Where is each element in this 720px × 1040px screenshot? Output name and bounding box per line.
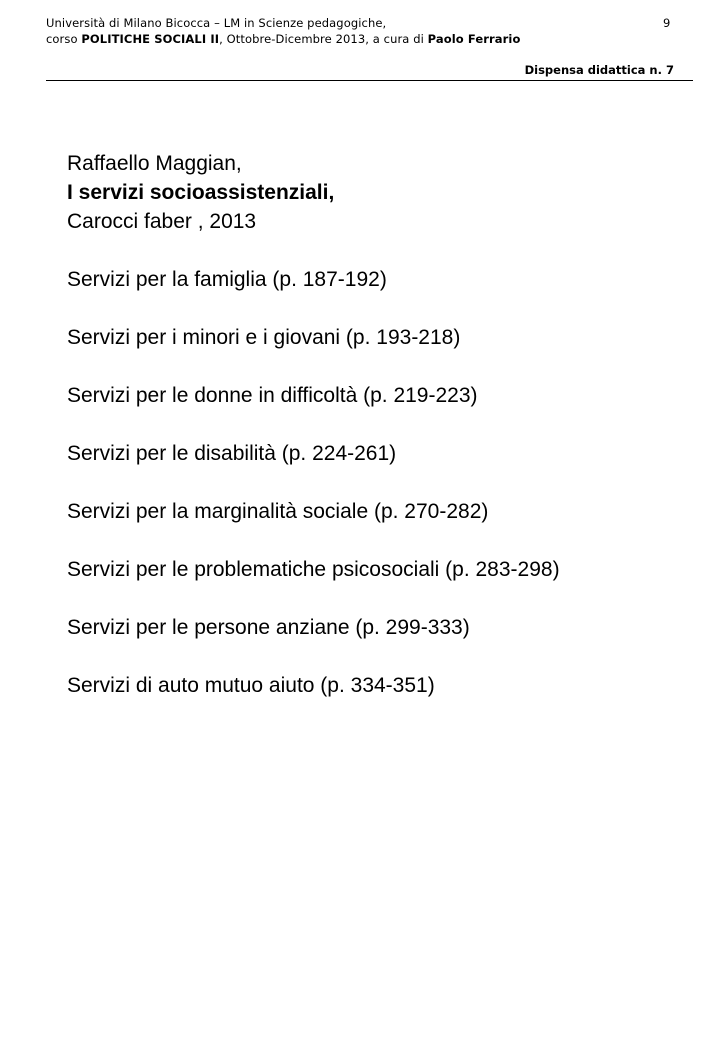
section-item-famiglia: Servizi per la famiglia (p. 187-192) [67,268,387,291]
section-item-marginalita: Servizi per la marginalità sociale (p. 270-282) [67,500,489,523]
spacer [67,468,687,497]
header-university-line: Università di Milano Bicocca – LM in Scienze pedagogiche, [46,16,387,30]
spacer [67,294,687,323]
section-item-anziane: Servizi per le persone anziane (p. 299-333) [67,616,470,639]
section-item-disabilita: Servizi per le disabilità (p. 224-261) [67,442,397,465]
document-body [67,149,687,700]
spacer [67,584,687,613]
spacer [67,642,687,671]
page-number: 9 [663,16,671,30]
header-course-name: POLITICHE SOCIALI II [81,32,220,46]
section-item-auto-mutuo-aiuto: Servizi di auto mutuo aiuto (p. 334-351) [67,674,435,697]
book-title: I servizi socioassistenziali, [67,181,335,204]
header-curator: Paolo Ferrario [427,32,521,46]
section-item-donne: Servizi per le donne in difficoltà (p. 219-223) [67,384,478,407]
spacer [67,236,687,265]
spacer [67,410,687,439]
book-publisher: Carocci faber , 2013 [67,210,257,233]
section-item-psicosociali: Servizi per le problematiche psicosociali (p. 283-298) [67,558,560,581]
header-course-line [46,31,694,47]
section-item-minori: Servizi per i minori e i giovani (p. 193-218) [67,326,461,349]
spacer [67,526,687,555]
book-author: Raffaello Maggian, [67,152,242,175]
spacer [67,352,687,381]
dispensa-label: Dispensa didattica n. 7 [524,63,674,77]
header-course-dates: , Ottobre-Dicembre 2013, a cura di [219,32,428,46]
header-divider [46,80,693,81]
header-course-prefix: corso [46,32,82,46]
page-header [46,15,694,47]
